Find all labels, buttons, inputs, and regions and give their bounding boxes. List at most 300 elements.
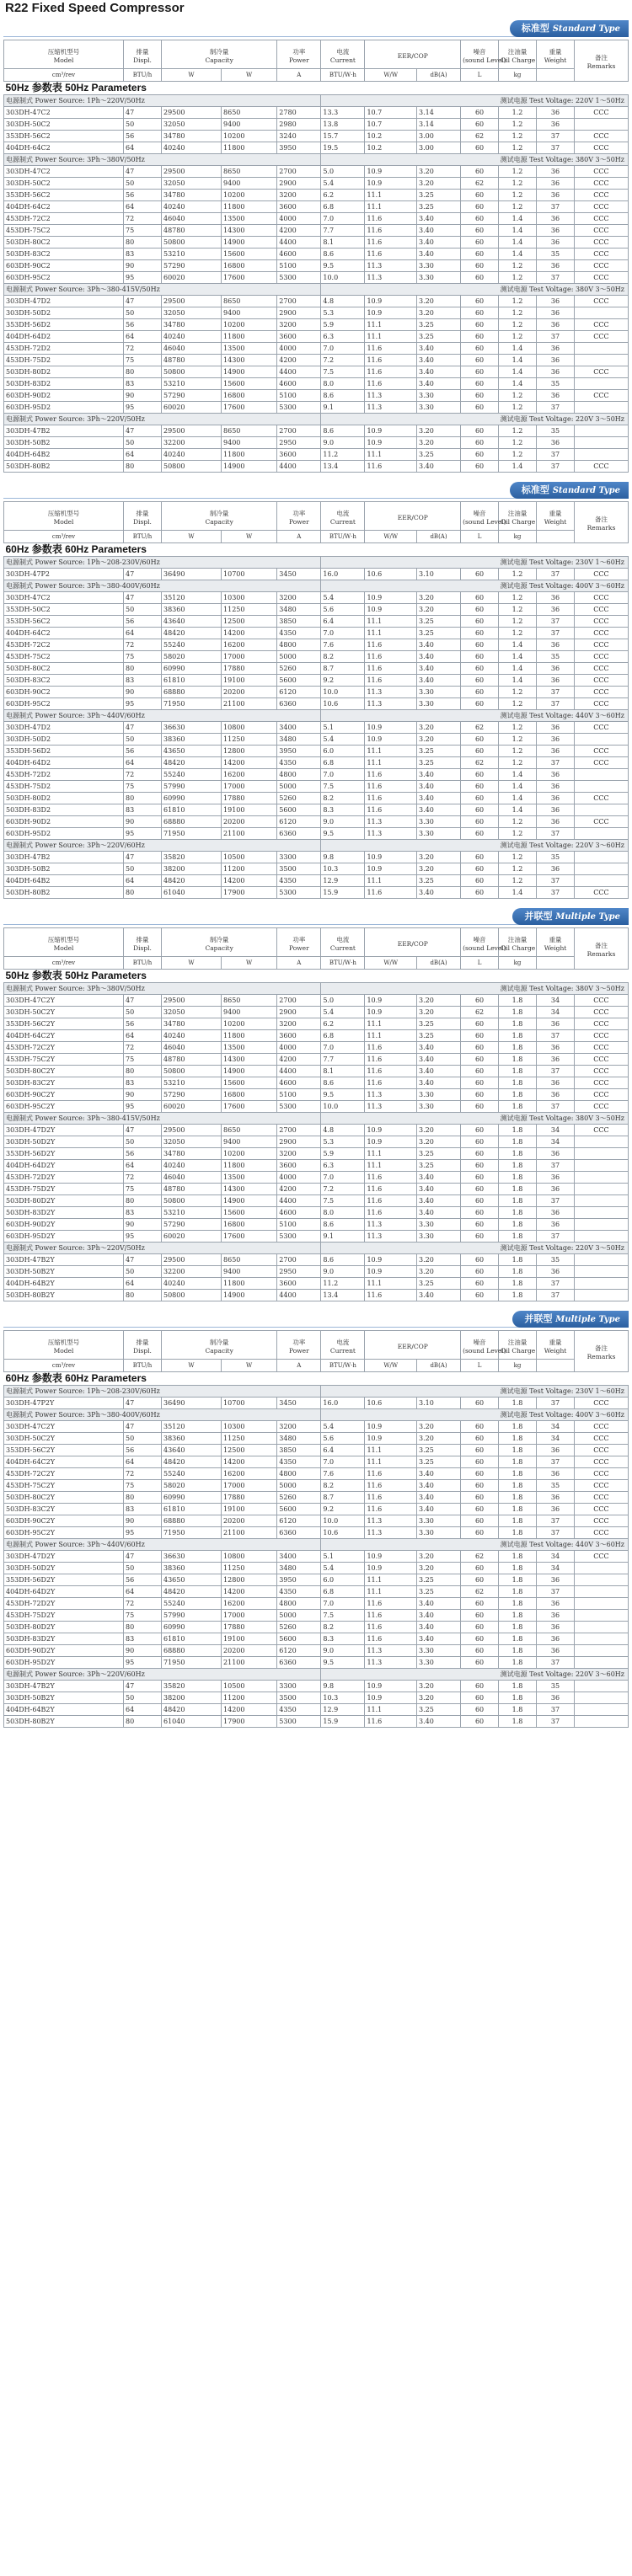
table-cell: 4000	[277, 343, 321, 355]
table-cell: 1.2	[499, 437, 537, 449]
col-displ	[124, 502, 162, 531]
table-cell: 60	[461, 461, 499, 473]
table-cell: 3.20	[417, 1433, 461, 1445]
table-cell: 2900	[277, 178, 321, 190]
table-cell: 3480	[277, 1433, 321, 1445]
table-row	[4, 616, 629, 628]
table-cell: 36490	[162, 1398, 222, 1409]
table-cell: 10.0	[321, 687, 365, 698]
table-cell: 17000	[222, 1480, 277, 1492]
table-cell: 47	[124, 995, 162, 1007]
table-cell: CCC	[574, 319, 628, 331]
table-cell: 1.4	[499, 663, 537, 675]
table-cell: 75	[124, 781, 162, 793]
table-row	[4, 1633, 629, 1645]
table-cell: 5260	[277, 663, 321, 675]
table-cell: 36	[537, 781, 575, 793]
table-cell: 55240	[162, 1598, 222, 1610]
table-cell: 10.9	[365, 852, 417, 863]
table-cell: 40240	[162, 1278, 222, 1290]
table-cell: 4400	[277, 1066, 321, 1077]
col-capacity-cn: 制冷量	[209, 47, 229, 56]
table-cell: 13500	[222, 1042, 277, 1054]
table-cell: 1.2	[499, 166, 537, 178]
col-power-en: Power	[288, 1346, 309, 1355]
table-cell: 11.6	[365, 1492, 417, 1504]
table-cell: CCC	[574, 1433, 628, 1445]
table-row	[4, 178, 629, 190]
table-cell: 3.40	[417, 1066, 461, 1077]
table-cell: 37	[537, 875, 575, 887]
table-cell: 8650	[222, 107, 277, 119]
table-cell: 5.9	[321, 1148, 365, 1160]
table-row	[4, 698, 629, 710]
table-cell: 64	[124, 449, 162, 461]
table-cell: 3.25	[417, 1445, 461, 1456]
type-tag-cn: 标准型	[521, 23, 549, 34]
col-oil-en: Oil Charge	[501, 1346, 536, 1355]
table-cell: 11.6	[365, 1172, 417, 1184]
unit-cell: W/W	[365, 531, 417, 543]
unit-cell: BTU/W·h	[321, 957, 365, 970]
col-capacity-cn: 制冷量	[209, 509, 229, 517]
table-cell: CCC	[574, 757, 628, 769]
col-oil	[499, 40, 537, 69]
table-cell: 11250	[222, 1563, 277, 1574]
table-cell: 83	[124, 1504, 162, 1515]
col-remarks-cn: 备注	[594, 54, 608, 61]
table-cell: 353DH-56D2Y	[4, 1148, 124, 1160]
table-cell: 453DH-75C2Y	[4, 1480, 124, 1492]
table-cell: 37	[537, 131, 575, 142]
table-cell: 15.9	[321, 1716, 365, 1728]
table-cell: 53210	[162, 1077, 222, 1089]
test-voltage: 测试电源 Test Voltage: 440V 3～60Hz	[321, 1539, 629, 1551]
table-cell	[574, 852, 628, 863]
unit-cell: dB(A)	[417, 531, 461, 543]
table-cell: 10.9	[365, 296, 417, 307]
table-cell: 1.2	[499, 616, 537, 628]
table-cell: 16.0	[321, 569, 365, 580]
table-cell: 1.2	[499, 178, 537, 190]
header-row	[4, 502, 629, 531]
col-weight-en: Weight	[544, 56, 567, 64]
table-cell	[574, 1254, 628, 1266]
table-cell: 47	[124, 852, 162, 863]
table-cell: 36	[537, 1077, 575, 1089]
table-cell: 9.8	[321, 852, 365, 863]
table-cell: 4600	[277, 378, 321, 390]
table-cell: 68880	[162, 816, 222, 828]
table-cell: 503DH-80D2	[4, 793, 124, 804]
table-cell: 11.1	[365, 757, 417, 769]
unit-cell: A	[277, 69, 321, 82]
table-cell: 36	[537, 1018, 575, 1030]
table-cell: 11.1	[365, 875, 417, 887]
table-cell: 9.5	[321, 260, 365, 272]
table-cell: 303DH-47C2	[4, 166, 124, 178]
table-cell: 8.6	[321, 1077, 365, 1089]
table-cell: 35820	[162, 852, 222, 863]
table-cell: 3.20	[417, 1692, 461, 1704]
table-cell	[574, 1574, 628, 1586]
test-voltage: 测试电源 Test Voltage: 220V 3～60Hz	[321, 1669, 629, 1681]
table-cell: 4600	[277, 1077, 321, 1089]
table-cell: 35	[537, 425, 575, 437]
table-cell: 3.40	[417, 781, 461, 793]
table-cell	[574, 1586, 628, 1598]
table-cell: 1.4	[499, 225, 537, 237]
type-tag-row	[3, 18, 629, 40]
table-cell: 1.8	[499, 1054, 537, 1066]
table-cell: 36	[537, 390, 575, 402]
table-row	[4, 1456, 629, 1468]
col-displ-cn: 排量	[136, 509, 149, 517]
table-cell: 603DH-90C2Y	[4, 1515, 124, 1527]
table-row	[4, 569, 629, 580]
col-displ	[124, 40, 162, 69]
table-cell: 36	[537, 1219, 575, 1231]
table-cell: 5.6	[321, 604, 365, 616]
table-cell: 64	[124, 201, 162, 213]
table-cell: 60	[461, 1054, 499, 1066]
table-cell: 9400	[222, 1007, 277, 1018]
table-cell: 7.0	[321, 628, 365, 639]
table-cell: 11.3	[365, 698, 417, 710]
table-cell: 60	[461, 343, 499, 355]
table-cell: 4800	[277, 769, 321, 781]
table-cell: 14300	[222, 355, 277, 366]
table-cell: 1.8	[499, 1148, 537, 1160]
table-cell: 6.8	[321, 757, 365, 769]
table-cell: 40240	[162, 449, 222, 461]
table-cell: 36	[537, 793, 575, 804]
table-cell: 7.7	[321, 225, 365, 237]
table-cell: 9.0	[321, 1645, 365, 1657]
table-cell: 60	[461, 1421, 499, 1433]
table-cell: 1.4	[499, 793, 537, 804]
table-row	[4, 119, 629, 131]
table-cell: 2780	[277, 107, 321, 119]
table-cell: 6360	[277, 828, 321, 840]
table-cell: 50	[124, 119, 162, 131]
power-source-row	[4, 557, 629, 569]
col-capacity	[162, 502, 277, 531]
table-cell: 13.4	[321, 1290, 365, 1301]
table-cell: 60	[461, 1456, 499, 1468]
table-cell: 303DH-50C2Y	[4, 1007, 124, 1018]
col-oil-en: Oil Charge	[501, 517, 536, 526]
table-cell: 34780	[162, 1148, 222, 1160]
table-cell: 9.5	[321, 828, 365, 840]
table-cell: 10.9	[365, 1254, 417, 1266]
table-cell: 71950	[162, 1657, 222, 1669]
power-source-row	[4, 1386, 629, 1398]
table-cell: 10200	[222, 1018, 277, 1030]
table-row	[4, 1042, 629, 1054]
table-cell: 11800	[222, 142, 277, 154]
unit-cell: BTU/h	[124, 69, 162, 82]
table-cell: 36	[537, 213, 575, 225]
table-cell: 47	[124, 569, 162, 580]
table-cell: 11.6	[365, 1195, 417, 1207]
table-cell: 47	[124, 1398, 162, 1409]
table-cell: 9400	[222, 119, 277, 131]
table-cell: CCC	[574, 237, 628, 249]
table-cell: 7.0	[321, 1172, 365, 1184]
table-cell: CCC	[574, 1101, 628, 1113]
table-cell: 13.3	[321, 107, 365, 119]
table-cell: 36	[537, 592, 575, 604]
table-cell: 11800	[222, 1030, 277, 1042]
table-cell: 6.0	[321, 746, 365, 757]
table-cell: 80	[124, 1195, 162, 1207]
unit-cell: BTU/W·h	[321, 1360, 365, 1372]
table-cell: 1.8	[499, 1290, 537, 1301]
table-cell: 3.25	[417, 1704, 461, 1716]
table-cell: 4350	[277, 1456, 321, 1468]
table-row	[4, 604, 629, 616]
table-cell: 8.2	[321, 1480, 365, 1492]
table-cell: 60	[461, 1480, 499, 1492]
table-cell: 36	[537, 190, 575, 201]
table-cell: 57290	[162, 1089, 222, 1101]
table-cell: 10.7	[365, 107, 417, 119]
table-cell: 36	[537, 237, 575, 249]
table-cell: 60	[461, 260, 499, 272]
table-cell: 11200	[222, 863, 277, 875]
table-cell: 3500	[277, 1692, 321, 1704]
table-cell: 1.2	[499, 757, 537, 769]
col-power-cn: 功率	[292, 47, 306, 56]
table-cell: 56	[124, 1574, 162, 1586]
table-cell: 303DH-50B2Y	[4, 1692, 124, 1704]
table-cell: 1.8	[499, 1398, 537, 1409]
table-cell: 5.0	[321, 995, 365, 1007]
table-cell: 11.6	[365, 237, 417, 249]
table-cell: 11.6	[365, 1622, 417, 1633]
table-cell: 36	[537, 119, 575, 131]
table-cell: 6.8	[321, 1586, 365, 1598]
table-cell: 60	[461, 769, 499, 781]
table-cell: 71950	[162, 1527, 222, 1539]
table-cell: 72	[124, 1598, 162, 1610]
table-cell: 3.30	[417, 1515, 461, 1527]
table-cell: 10.9	[365, 437, 417, 449]
unit-cell: dB(A)	[417, 957, 461, 970]
table-cell: 50	[124, 1007, 162, 1018]
table-cell: 3300	[277, 1681, 321, 1692]
table-row	[4, 390, 629, 402]
table-cell: 2700	[277, 995, 321, 1007]
table-cell: 60	[461, 296, 499, 307]
section-row	[4, 82, 629, 95]
table-cell: 11800	[222, 1160, 277, 1172]
table-cell: 10.2	[365, 131, 417, 142]
table-cell: 3.30	[417, 1657, 461, 1669]
table-cell: 80	[124, 1492, 162, 1504]
table-cell: CCC	[574, 1042, 628, 1054]
table-cell: 1.2	[499, 390, 537, 402]
table-cell: 4200	[277, 225, 321, 237]
col-model	[4, 40, 124, 69]
table-cell	[574, 1136, 628, 1148]
table-cell: 1.8	[499, 1492, 537, 1504]
table-cell: 10300	[222, 1421, 277, 1433]
table-cell: CCC	[574, 1504, 628, 1515]
col-weight-cn: 重量	[549, 509, 562, 517]
table-cell: CCC	[574, 663, 628, 675]
table-cell: 60	[461, 746, 499, 757]
table-cell: 7.0	[321, 1598, 365, 1610]
table-row	[4, 437, 629, 449]
table-cell: 71950	[162, 698, 222, 710]
table-cell: 5000	[277, 1610, 321, 1622]
table-cell: 4350	[277, 1704, 321, 1716]
units-row	[4, 69, 629, 82]
table-cell: 503DH-80C2	[4, 663, 124, 675]
table-cell: 6360	[277, 1657, 321, 1669]
unit-cell: BTU/h	[124, 957, 162, 970]
col-weight-en: Weight	[544, 943, 567, 952]
table-cell: 53210	[162, 249, 222, 260]
table-cell: 16200	[222, 1598, 277, 1610]
table-cell: 11.6	[365, 378, 417, 390]
table-row	[4, 272, 629, 284]
table-cell: 37	[537, 449, 575, 461]
table-cell: 34	[537, 1421, 575, 1433]
table-cell: 15600	[222, 1077, 277, 1089]
table-cell: 10500	[222, 1681, 277, 1692]
table-cell: 8.6	[321, 1254, 365, 1266]
table-cell: 7.5	[321, 781, 365, 793]
table-cell: 11.3	[365, 1101, 417, 1113]
table-cell: 1.8	[499, 1254, 537, 1266]
table-cell: 11.6	[365, 804, 417, 816]
table-cell: 34780	[162, 131, 222, 142]
table-cell: 20200	[222, 1645, 277, 1657]
table-cell: 3.20	[417, 1551, 461, 1563]
table-cell: 1.4	[499, 781, 537, 793]
table-cell: 404DH-64D2	[4, 757, 124, 769]
table-cell: 50	[124, 863, 162, 875]
col-model-en: Model	[53, 517, 74, 526]
table-row	[4, 887, 629, 899]
table-cell: 60	[461, 1433, 499, 1445]
table-cell: 75	[124, 1054, 162, 1066]
table-row	[4, 1563, 629, 1574]
table-cell: 60990	[162, 663, 222, 675]
table-cell: 11.3	[365, 1645, 417, 1657]
table-row	[4, 402, 629, 414]
table-cell: 80	[124, 1066, 162, 1077]
table-cell: 5600	[277, 1633, 321, 1645]
table-cell: 36	[537, 319, 575, 331]
table-cell: 11.6	[365, 343, 417, 355]
type-tag-en: Multiple Type	[555, 912, 620, 922]
power-source-row	[4, 1539, 629, 1551]
table-cell	[574, 449, 628, 461]
table-row	[4, 995, 629, 1007]
table-cell: 10700	[222, 1398, 277, 1409]
table-cell: 1.2	[499, 107, 537, 119]
unit-cell: A	[277, 531, 321, 543]
col-current-cn: 电流	[336, 509, 350, 517]
table-cell: 603DH-95D2Y	[4, 1657, 124, 1669]
table-cell: 38360	[162, 1433, 222, 1445]
table-cell: 1.4	[499, 237, 537, 249]
table-row	[4, 331, 629, 343]
table-cell: 1.2	[499, 119, 537, 131]
table-cell: 11.1	[365, 1278, 417, 1290]
table-cell: 60	[461, 1195, 499, 1207]
table-cell: CCC	[574, 651, 628, 663]
unit-cell: L	[461, 69, 499, 82]
col-remarks-cn: 备注	[594, 1344, 608, 1352]
table-cell: 72	[124, 769, 162, 781]
power-source: 电源制式 Power Source: 3Ph～380-415V/50Hz	[4, 1113, 321, 1125]
table-cell: 3.40	[417, 1184, 461, 1195]
col-model	[4, 502, 124, 531]
table-cell: 404DH-64C2Y	[4, 1030, 124, 1042]
table-cell: 603DH-95D2	[4, 828, 124, 840]
table-row	[4, 166, 629, 178]
table-cell: 11.6	[365, 225, 417, 237]
table-cell: 60	[461, 1125, 499, 1136]
table-cell: 14300	[222, 1184, 277, 1195]
table-cell	[574, 437, 628, 449]
table-cell: 50	[124, 1433, 162, 1445]
table-cell: 10.0	[321, 1515, 365, 1527]
table-cell: 11.6	[365, 793, 417, 804]
table-cell: 60	[461, 863, 499, 875]
table-cell: 1.2	[499, 604, 537, 616]
table-cell: 6120	[277, 816, 321, 828]
table-cell: 503DH-80B2	[4, 887, 124, 899]
table-cell: 10.3	[321, 1692, 365, 1704]
unit-cell: A	[277, 957, 321, 970]
table-cell: 60	[461, 142, 499, 154]
table-cell: 68880	[162, 1645, 222, 1657]
table-cell: 3.30	[417, 1645, 461, 1657]
header-row	[4, 1331, 629, 1360]
table-cell: 353DH-56C2	[4, 131, 124, 142]
table-cell: 90	[124, 1515, 162, 1527]
table-cell: 5300	[277, 1101, 321, 1113]
table-cell: 7.6	[321, 1468, 365, 1480]
col-oil	[499, 1331, 537, 1360]
table-cell: 5.6	[321, 1433, 365, 1445]
table-cell: 353DH-50C2	[4, 604, 124, 616]
table-cell: 60	[461, 1278, 499, 1290]
table-cell: 3.14	[417, 119, 461, 131]
table-cell: 80	[124, 1290, 162, 1301]
power-source: 电源制式 Power Source: 1Ph～208-230V/60Hz	[4, 557, 321, 569]
table-cell: 11.3	[365, 1089, 417, 1101]
table-row	[4, 781, 629, 793]
table-cell: 3.20	[417, 1007, 461, 1018]
power-source-row	[4, 580, 629, 592]
table-cell: 64	[124, 757, 162, 769]
table-cell: 29500	[162, 166, 222, 178]
table-cell: 11.6	[365, 1184, 417, 1195]
table-cell: 303DH-47P2Y	[4, 1398, 124, 1409]
table-cell: 603DH-95C2	[4, 272, 124, 284]
table-cell: 1.8	[499, 1468, 537, 1480]
table-row	[4, 1598, 629, 1610]
table-row	[4, 1468, 629, 1480]
table-cell: 1.2	[499, 331, 537, 343]
